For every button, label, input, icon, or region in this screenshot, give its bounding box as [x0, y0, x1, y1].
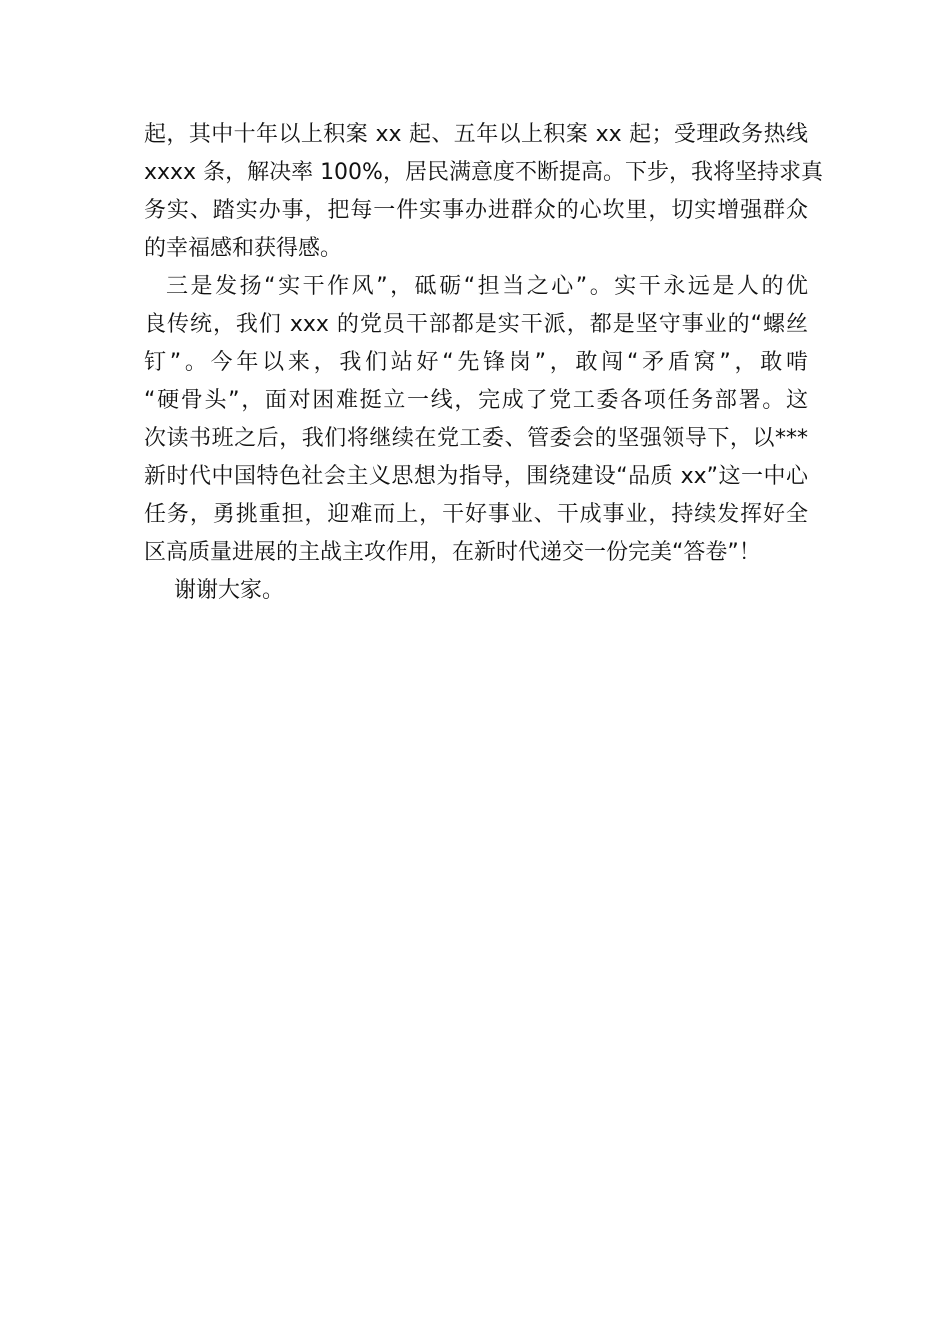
text-line: 谢谢大家。 — [174, 578, 285, 603]
text-line: “硬骨头”，面对困难挺立一线，完成了党工委各项任务部署。这 — [144, 388, 808, 413]
text-line: 起，其中十年以上积案 xx 起、五年以上积案 xx 起；受理政务热线 — [144, 122, 808, 147]
text-line: xxxx 条，解决率 100%，居民满意度不断提高。下步，我将坚持求真 — [144, 160, 823, 185]
text-line: 钉”。今年以来，我们站好“先锋岗”，敢闯“矛盾窝”，敢啃 — [144, 350, 808, 375]
text-line: 的幸福感和获得感。 — [144, 236, 343, 261]
paragraph-1 — [144, 116, 823, 268]
text-line: 良传统，我们 xxx 的党员干部都是实干派，都是坚守事业的“螺丝 — [144, 312, 808, 337]
text-line: 务实、踏实办事，把每一件实事办进群众的心坎里，切实增强群众 — [144, 198, 808, 223]
text-line: 新时代中国特色社会主义思想为指导，围绕建设“品质 xx”这一中心 — [144, 464, 808, 489]
text-line: 次读书班之后，我们将继续在党工委、管委会的坚强领导下，以*** — [144, 426, 808, 451]
paragraph-3 — [144, 572, 808, 610]
text-line: 任务，勇挑重担，迎难而上，干好事业、干成事业，持续发挥好全 — [144, 502, 808, 527]
paragraph-2 — [144, 268, 808, 572]
document-body — [144, 116, 823, 610]
text-line: 区高质量进展的主战主攻作用，在新时代递交一份完美“答卷”！ — [144, 540, 761, 565]
text-line: 三是发扬“实干作风”，砥砺“担当之心”。实干永远是人的优 — [166, 274, 808, 299]
